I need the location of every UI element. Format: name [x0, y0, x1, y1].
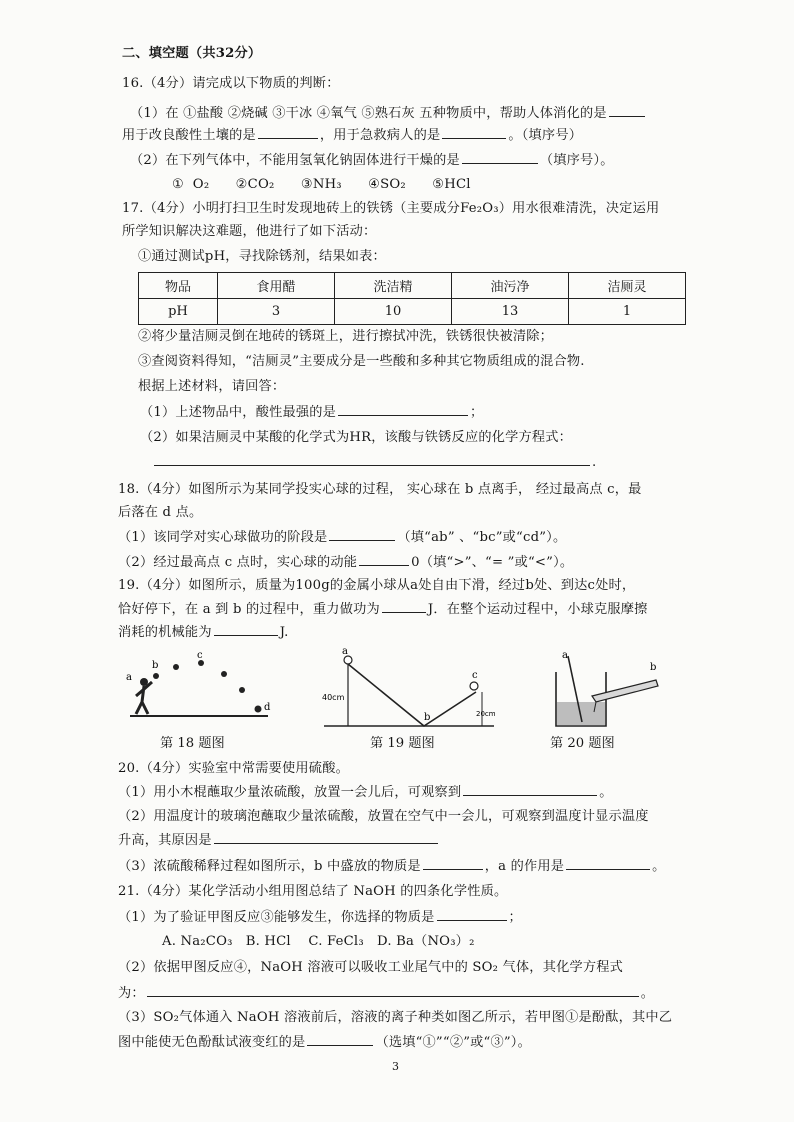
q18-head: 18.（4分）如图所示为某同学投实心球的过程， 实心球在 b 点离手， 经过最高点 c，最 [118, 482, 642, 497]
ball-dot [153, 673, 159, 679]
q17-p1-text: （1）上述物品中，酸性最强的是 [140, 405, 337, 420]
q21-p2: （2）依据甲图反应④，NaOH 溶液可以吸收工业尾气中的 SO₂ 气体，其化学方程式 [118, 960, 624, 975]
person-body [136, 682, 152, 714]
figure-18-shot-put [118, 652, 278, 724]
figure-19-track [320, 648, 500, 730]
q16-p2b: （填序号）。 [539, 153, 614, 168]
track-path [348, 664, 476, 726]
q16-p1a-text: （1）在 ①盐酸 ②烧碱 ③干冰 ④氧气 ⑤熟石灰 五种物质中，帮助人体消化的是 [130, 106, 607, 121]
q17-p1-end: ； [470, 405, 484, 420]
table-cell: pH [139, 299, 218, 325]
table-header-row [139, 273, 686, 299]
answer-blank[interactable] [437, 907, 507, 921]
q19-l2a: 恰好停下，在 a 到 b 的过程中，重力做功为 [118, 602, 380, 617]
q20-p3a: （3）浓硫酸稀释过程如图所示，b 中盛放的物质是 [118, 859, 421, 874]
q18-p1 [118, 527, 566, 548]
ball-dot [255, 706, 262, 713]
q17-step3: ③查阅资料得知，“洁厕灵”主要成分是一些酸和多种其它物质组成的混合物. [138, 354, 585, 369]
answer-blank[interactable] [609, 103, 645, 117]
q20-head: 20.（4分）实验室中常需要使用硫酸。 [118, 761, 349, 776]
q17-p2-end: . [592, 455, 597, 470]
answer-blank[interactable] [566, 856, 650, 870]
label-a: a [342, 648, 348, 657]
table-cell: 1 [568, 299, 685, 325]
table-header-cell: 食用醋 [217, 273, 334, 299]
ball-a [344, 656, 352, 664]
answer-blank[interactable] [329, 527, 395, 541]
q18-p1b: （填“ab” 、“bc”或“cd”）。 [397, 530, 567, 545]
table-header-cell: 物品 [139, 273, 218, 299]
caption-fig18: 第 18 题图 [160, 736, 225, 751]
ball-c [470, 682, 478, 690]
q21-head: 21.（4分）某化学活动小组用图总结了 NaOH 的四条化学性质。 [118, 884, 508, 899]
table-cell: 3 [217, 299, 334, 325]
figure-20-beaker [548, 650, 668, 730]
q17-p2: （2）如果洁厕灵中某酸的化学式为HR，该酸与铁锈反应的化学方程式： [140, 430, 573, 445]
q21-p3b [118, 1032, 531, 1053]
q19-l2b: J．在整个运动过程中，小球克服摩擦 [427, 602, 648, 617]
q20-p1 [118, 782, 613, 803]
q16-p1b2: ，用于急救病人的是 [319, 128, 441, 143]
q18-head2: 后落在 d 点。 [118, 505, 203, 520]
answer-blank[interactable] [382, 599, 426, 613]
q20-p3 [118, 856, 666, 877]
q21-p3b-text: 图中能使无色酚酞试液变红的是 [118, 1035, 306, 1050]
q20-p1-end: 。 [599, 785, 613, 800]
answer-blank[interactable] [462, 150, 538, 164]
q16-p1b1: 用于改良酸性土壤的是 [122, 128, 256, 143]
label-b: b [152, 660, 159, 671]
table-header-cell: 洁厕灵 [568, 273, 685, 299]
caption-fig19: 第 19 题图 [370, 736, 435, 751]
q17-p2-answer [152, 452, 596, 473]
q16-options: ① O₂ ②CO₂ ③NH₃ ④SO₂ ⑤HCl [172, 177, 471, 192]
ball-dot [239, 687, 245, 693]
q17-step1: ①通过测试pH，寻找除锈剂，结果如表： [138, 249, 386, 264]
q19-l3a: 消耗的机械能为 [118, 625, 212, 640]
q20-p3-end: 。 [652, 859, 666, 874]
answer-blank[interactable] [442, 125, 506, 139]
ball-dot [221, 671, 227, 677]
answer-blank[interactable] [214, 830, 438, 844]
q16-p1b [122, 125, 582, 146]
answer-blank[interactable] [338, 402, 468, 416]
q21-p2b [118, 983, 654, 1004]
q21-p3: （3）SO₂气体通入 NaOH 溶液前后，溶液的离子种类如图乙所示，若甲图①是酚酞，其中乙 [118, 1010, 673, 1025]
answer-blank[interactable] [463, 782, 597, 796]
q16-p1a [130, 103, 647, 124]
q21-p1-end: ； [508, 910, 522, 925]
q18-p2 [118, 552, 573, 573]
table-cell: 13 [451, 299, 568, 325]
q20-p2b-text: 升高，其原因是 [118, 833, 212, 848]
label-b: b [424, 712, 431, 723]
q19-l3b: J. [279, 625, 289, 640]
table-header-cell: 洗洁精 [334, 273, 451, 299]
label-b: b [650, 662, 657, 673]
answer-blank[interactable] [258, 125, 318, 139]
label-d: d [264, 702, 271, 713]
label-a: a [126, 672, 132, 683]
q20-p2b [118, 830, 440, 851]
q21-p2-end: 。 [640, 986, 655, 1001]
answer-blank[interactable] [154, 452, 590, 466]
q18-p1a: （1）该同学对实心球做功的阶段是 [118, 530, 328, 545]
height-40cm: 40cm [322, 693, 345, 702]
q17-head: 17.（4分）小明打扫卫生时发现地砖上的铁锈（主要成分Fe₂O₃）用水很难清洗，决定运用 [122, 201, 660, 216]
answer-blank[interactable] [147, 983, 639, 997]
q21-p2b-text: 为： [118, 986, 145, 1001]
q20-p2: （2）用温度计的玻璃泡蘸取少量浓硫酸，放置在空气中一会儿，可观察到温度计显示温度 [118, 809, 649, 824]
table-row [139, 299, 686, 325]
q21-p1 [118, 907, 522, 928]
table-cell: 10 [334, 299, 451, 325]
q21-p3-end: （选填“①”“②”或“③”）。 [375, 1035, 531, 1050]
answer-blank[interactable] [359, 552, 409, 566]
q20-p3b: ，a 的作用是 [484, 859, 565, 874]
label-c: c [197, 652, 203, 661]
ball-dot [173, 664, 179, 670]
q20-p1-text: （1）用小木棍蘸取少量浓硫酸，放置一会儿后，可观察到 [118, 785, 462, 800]
answer-blank[interactable] [307, 1032, 373, 1046]
height-20cm: 20cm [476, 710, 496, 718]
q16-head: 16.（4分）请完成以下物质的判断： [122, 76, 340, 91]
table-header-cell: 油污净 [451, 273, 568, 299]
label-c: c [472, 670, 478, 681]
section-title: 二、填空题（共32分） [122, 46, 262, 61]
answer-blank[interactable] [423, 856, 483, 870]
q17-lead: 根据上述材料，请回答： [138, 379, 286, 394]
q18-p2b: 0（填“>”、“= ”或“<”）。 [411, 555, 574, 570]
q19-l2 [118, 599, 648, 620]
label-a: a [562, 650, 568, 661]
q19-l3 [118, 622, 289, 643]
q21-options: A. Na₂CO₃ B. HCl C. FeCl₃ D. Ba（NO₃）₂ [162, 934, 475, 949]
q21-p1-text: （1）为了验证甲图反应③能够发生，你选择的物质是 [118, 910, 435, 925]
q17-step2: ②将少量洁厕灵倒在地砖的锈斑上，进行擦拭冲洗，铁锈很快被清除； [138, 329, 554, 344]
q17-p1 [140, 402, 483, 423]
q17-head2: 所学知识解决这难题，他进行了如下活动： [122, 224, 377, 239]
q19-head: 19.（4分）如图所示，质量为100g的金属小球从a处自由下滑，经过b处、到达c处时， [118, 578, 636, 593]
q16-p2 [130, 150, 614, 171]
q18-p2a: （2）经过最高点 c 点时，实心球的动能 [118, 555, 358, 570]
answer-blank[interactable] [214, 622, 278, 636]
q16-p1b3: 。（填序号） [508, 128, 583, 143]
page-number: 3 [392, 1060, 399, 1073]
q16-p2a: （2）在下列气体中，不能用氢氧化钠固体进行干燥的是 [130, 153, 460, 168]
pouring-tube [592, 680, 658, 702]
ph-table [138, 272, 686, 325]
caption-fig20: 第 20 题图 [550, 736, 615, 751]
